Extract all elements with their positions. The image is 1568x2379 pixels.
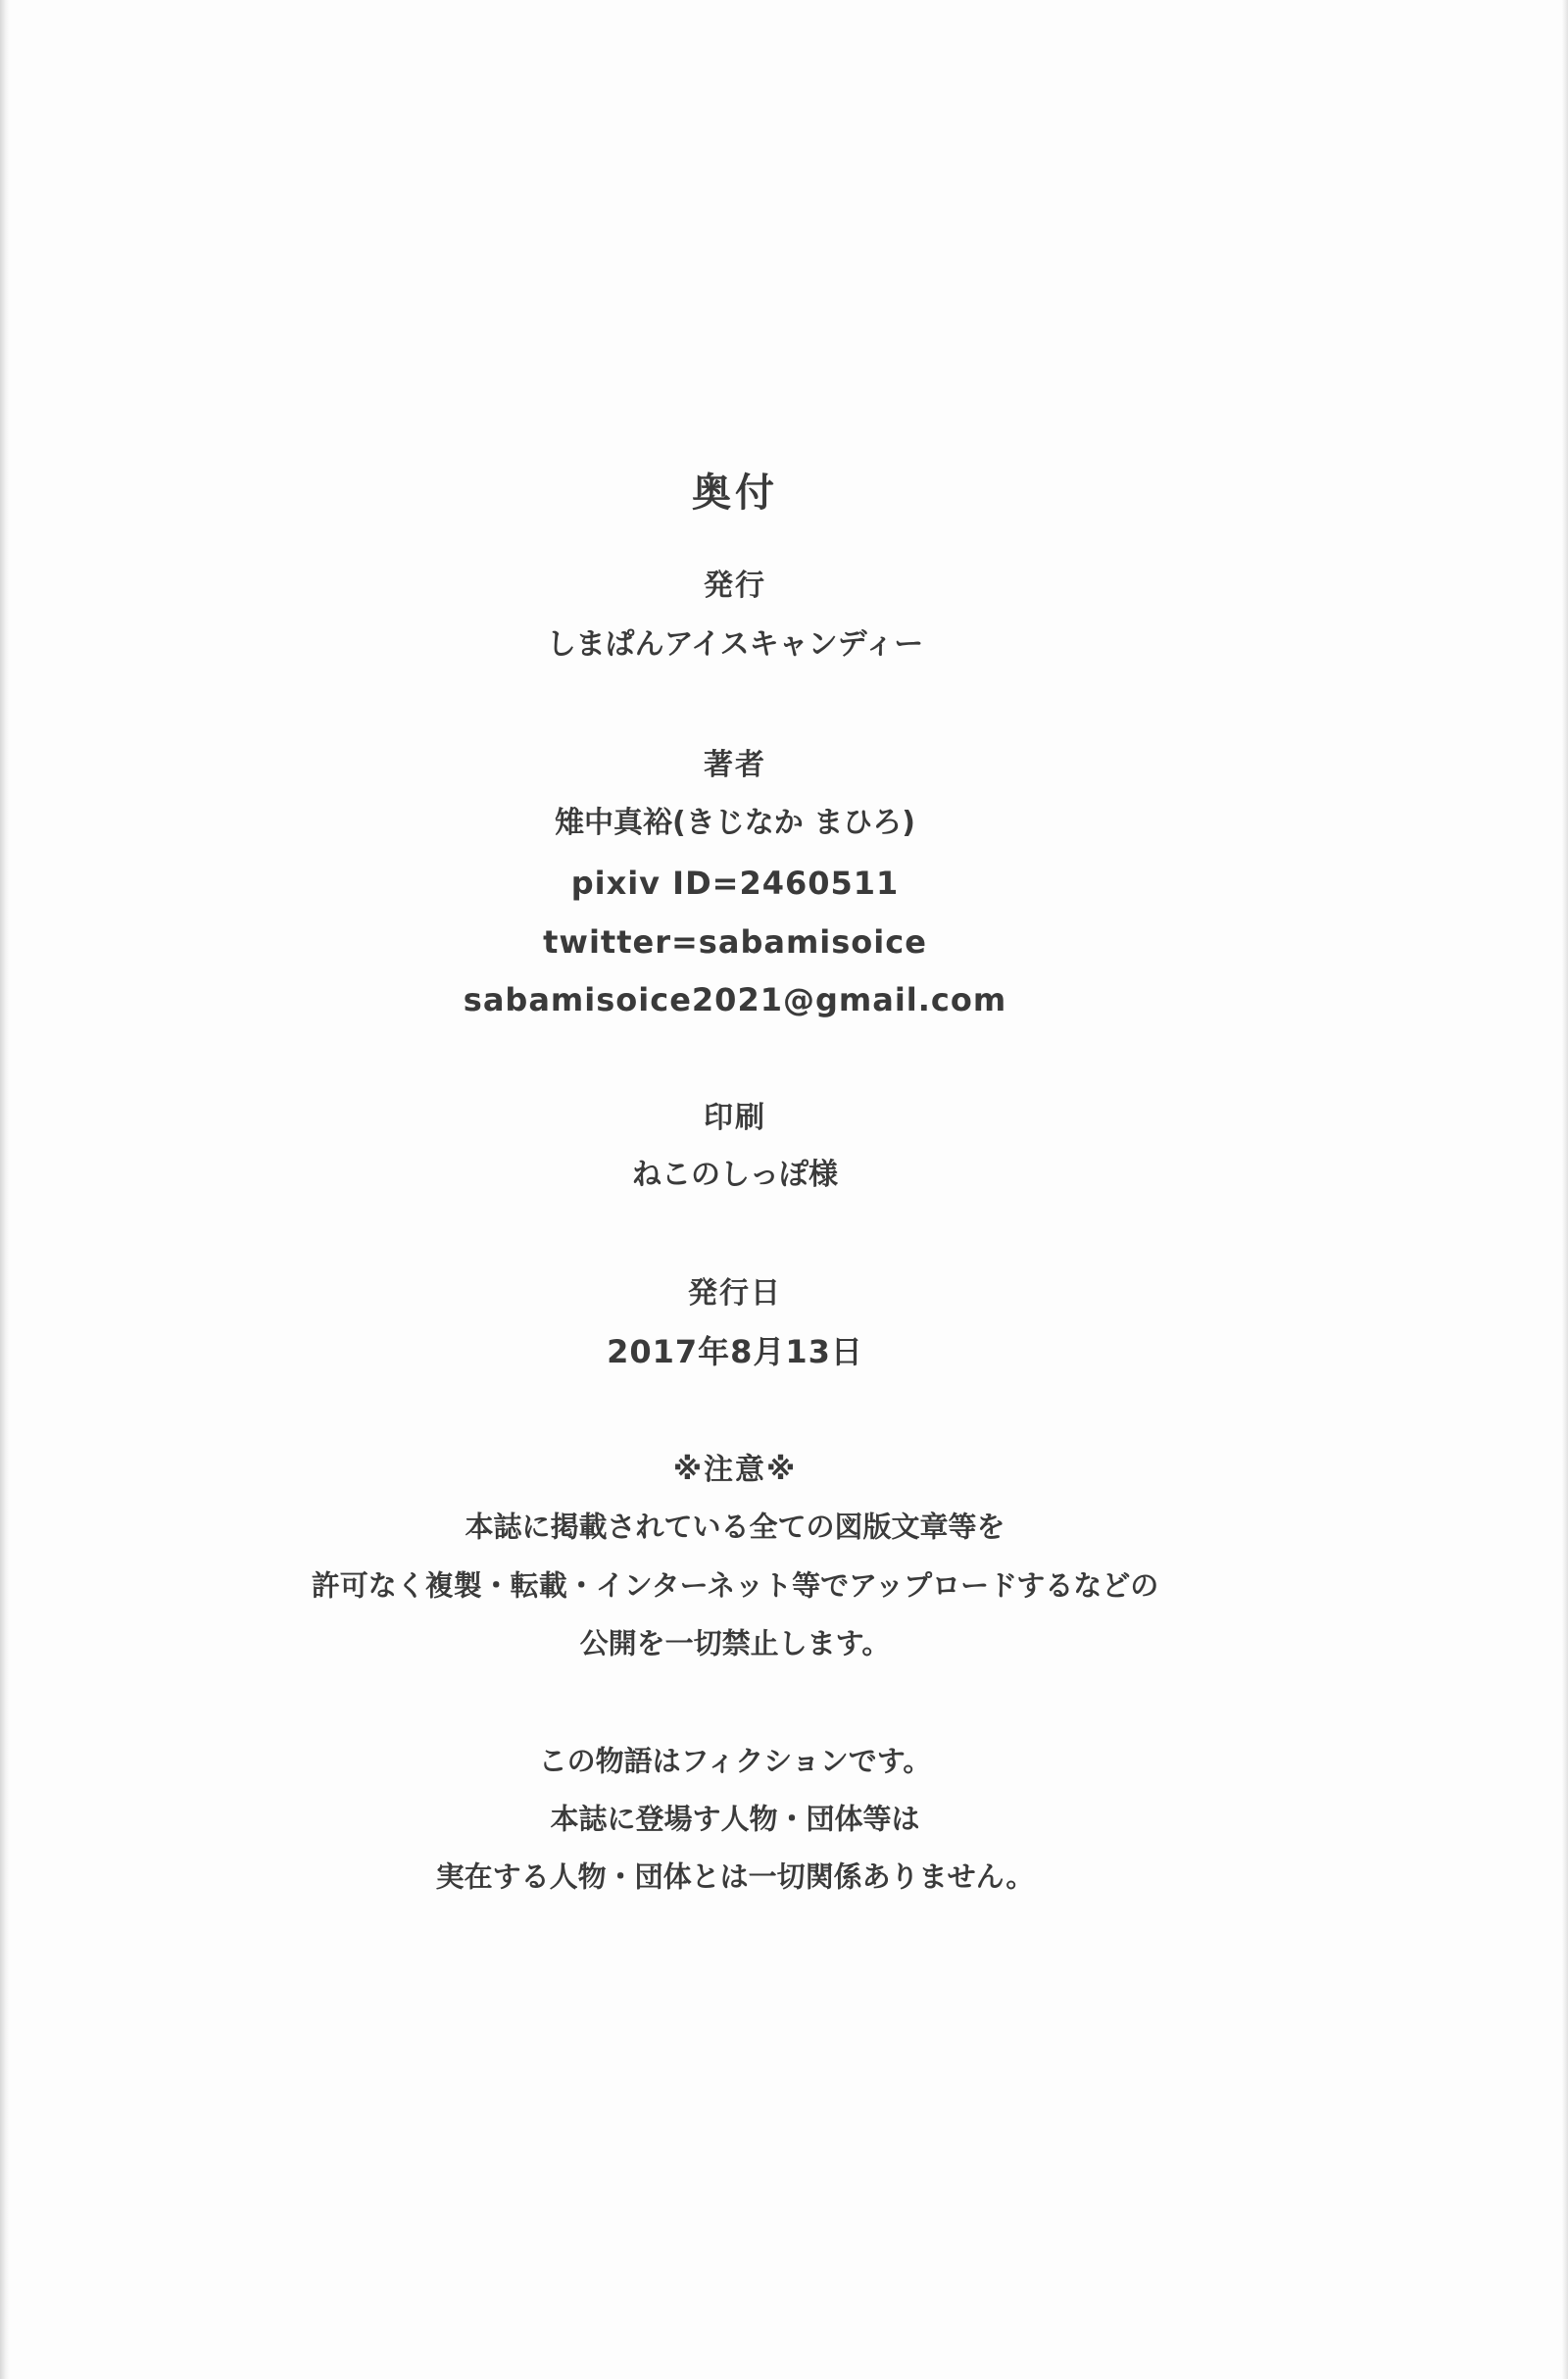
author-name: 雉中真裕(きじなか まひろ) xyxy=(555,806,915,840)
notice-line: 本誌に掲載されている全ての図版文章等を xyxy=(465,1510,1005,1544)
printer-heading: 印刷 xyxy=(704,1101,766,1135)
fiction-disclaimer-line: この物語はフィクションです。 xyxy=(538,1744,932,1778)
colophon-title: 奥付 xyxy=(692,471,778,516)
author-twitter: twitter=sabamisoice xyxy=(543,923,927,961)
scan-shadow-right xyxy=(1562,0,1568,2379)
publisher-name: しまぱんアイスキャンディー xyxy=(546,627,924,662)
issue-date-value: 2017年8月13日 xyxy=(607,1333,863,1370)
publisher-heading: 発行 xyxy=(704,569,766,603)
author-email: sabamisoice2021@gmail.com xyxy=(463,981,1007,1018)
issue-date-heading: 発行日 xyxy=(688,1276,782,1311)
notice-line: 公開を一切禁止します。 xyxy=(579,1626,891,1660)
author-pixiv-id: pixiv ID=2460511 xyxy=(570,865,900,902)
fiction-disclaimer-line: 本誌に登場す人物・団体等は xyxy=(550,1802,920,1836)
notice-heading: ※注意※ xyxy=(672,1453,798,1487)
printer-name: ねこのしっぽ様 xyxy=(632,1158,838,1192)
notice-line: 許可なく複製・転載・インターネット等でアップロードするなどの xyxy=(311,1568,1159,1603)
author-heading: 著者 xyxy=(704,748,766,782)
fiction-disclaimer-line: 実在する人物・団体とは一切関係ありません。 xyxy=(435,1859,1035,1894)
